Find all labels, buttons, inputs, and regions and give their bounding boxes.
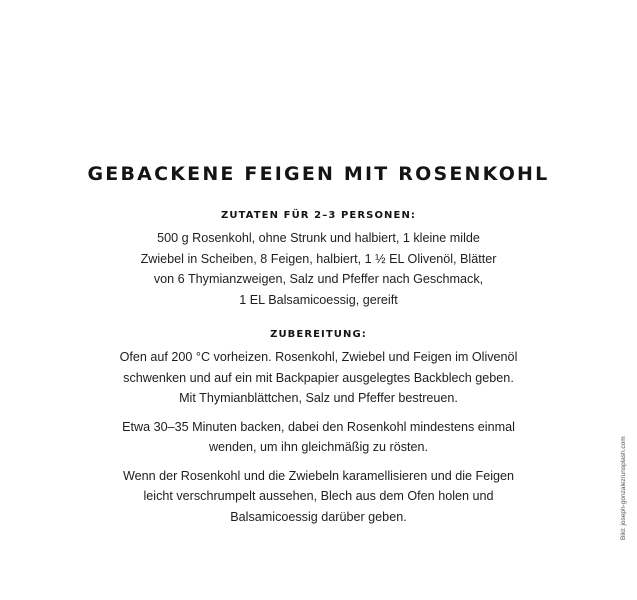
preparation-line: Ofen auf 200 °C vorheizen. Rosenkohl, Zwiebel und Feigen im Olivenöl (119, 350, 518, 364)
ingredients-line: 1 EL Balsamicoessig, gereift (239, 292, 398, 307)
ingredients-line: von 6 Thymianzweigen, Salz und Pfeffer nach Geschmack, (153, 272, 484, 286)
ingredients-line: Zwiebel in Scheiben, 8 Feigen, halbiert, 1 ½ EL Olivenöl, Blätter (140, 251, 497, 266)
ingredients-list (80, 228, 557, 310)
preparation-step-1 (80, 347, 557, 409)
preparation-step-2 (80, 417, 557, 458)
preparation-line: Wenn der Rosenkohl und die Zwiebeln karamellisieren und die Feigen (122, 468, 515, 483)
ingredients-heading: ZUTATEN FÜR 2–3 PERSONEN: (220, 210, 417, 221)
preparation-line: leicht verschrumpelt aussehen, Blech aus dem Ofen holen und (143, 489, 494, 503)
preparation-line: Mit Thymianblättchen, Salz und Pfeffer bestreuen. (179, 391, 458, 405)
recipe-title: GEBACKENE FEIGEN MIT ROSENKOHL (87, 163, 550, 185)
preparation-heading: ZUBEREITUNG: (270, 329, 367, 340)
preparation-line: wenden, um ihn gleichmäßig zu rösten. (208, 440, 429, 454)
photo-credit: Bild: joseph-gonzalez/unsplash.com (620, 436, 627, 540)
preparation-line: Etwa 30–35 Minuten backen, dabei den Rosenkohl mindestens einmal (122, 419, 515, 434)
preparation-line: schwenken und auf ein mit Backpapier ausgelegtes Backblech geben. (123, 370, 514, 385)
preparation-line: Balsamicoessig darüber geben. (230, 509, 407, 524)
recipe-content (80, 160, 557, 527)
preparation-step-3 (80, 466, 557, 528)
ingredients-line: 500 g Rosenkohl, ohne Strunk und halbiert, 1 kleine milde (157, 231, 480, 245)
